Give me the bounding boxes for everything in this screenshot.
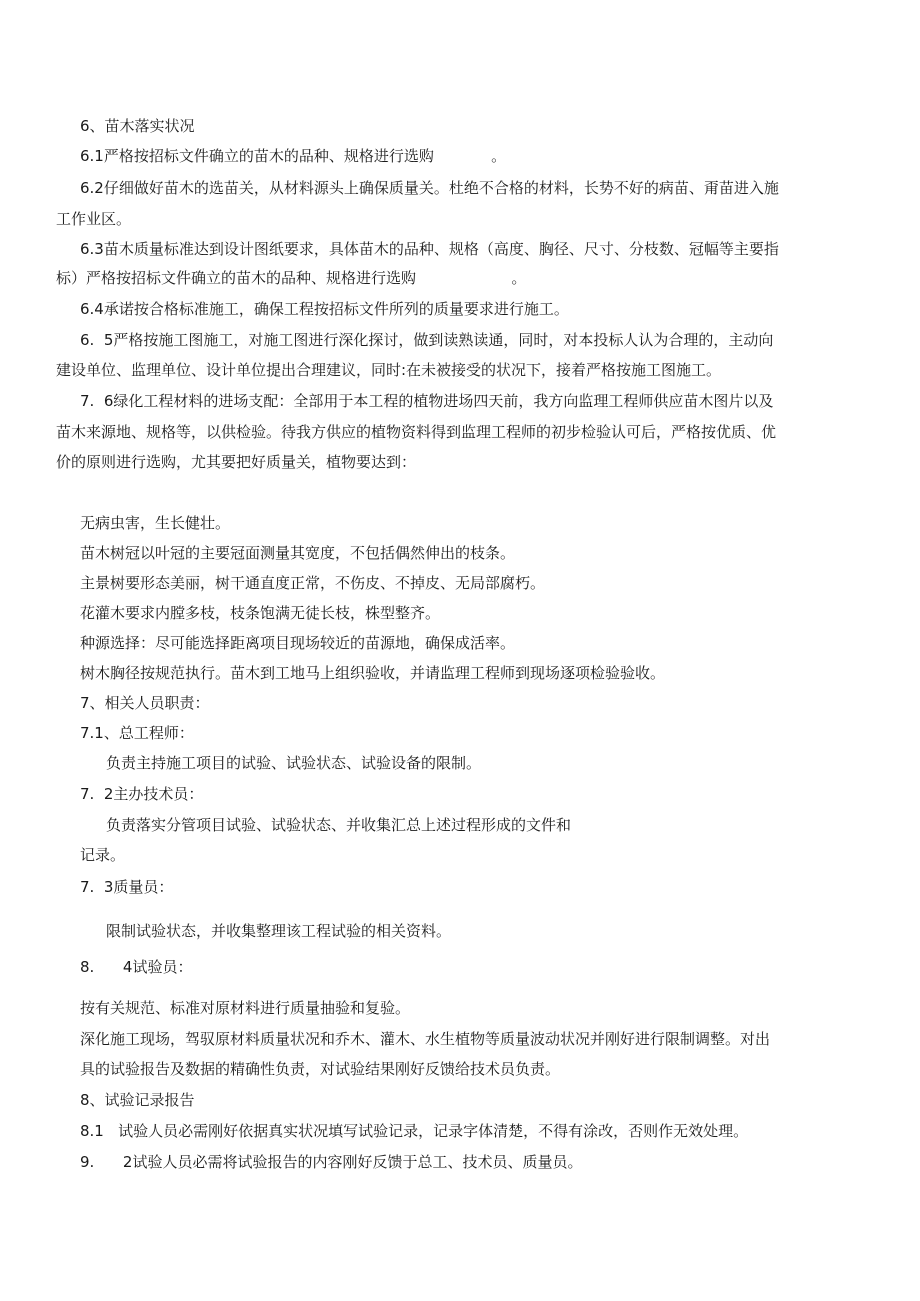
role-technician-duty-line1: 负责落实分管项目试验、试验状态、并收集汇总上述过程形成的文件和 <box>106 816 572 834</box>
role-chief-engineer-duty: 负责主持施工项目的试验、试验状态、试验设备的限制。 <box>106 754 482 772</box>
requirement-item: 苗木树冠以叶冠的主要冠面测量其宽度，不包括偶然伸出的枝条。 <box>80 544 516 562</box>
role-tester-duty-2-line2: 具的试验报告及数据的精确性负责，对试验结果刚好反馈给技术员负责。 <box>80 1060 561 1078</box>
requirement-item: 主景树要形态美丽，树干通直度正常，不伤皮、不掉皮、无局部腐朽。 <box>80 574 546 592</box>
role-technician-duty-line2: 记录。 <box>80 846 126 864</box>
role-technician-heading: 7. 2主办技术员： <box>80 785 204 803</box>
section-6-heading: 6、苗木落实状况 <box>80 117 195 135</box>
paragraph-6-5-line2: 建设单位、监理单位、设计单位提出合理建议，同时:在未被接受的状况下，接着严格按施工图施工。 <box>56 361 722 379</box>
role-tester-heading: 8. 4试验员： <box>80 958 193 976</box>
role-tester-duty-2-line1: 深化施工现场，驾驭原材料质量状况和乔木、灌木、水生植物等质量波动状况并刚好进行限制调整。对出 <box>80 1030 771 1048</box>
role-quality-duty: 限制试验状态，并收集整理该工程试验的相关资料。 <box>106 922 452 940</box>
role-quality-heading: 7. 3质量员： <box>80 878 174 896</box>
paragraph-6-3-line2: 标）严格按招标文件确立的苗木的品种、规格进行选购 。 <box>56 269 527 287</box>
requirement-item: 树木胸径按规范执行。苗木到工地马上组织验收，并请监理工程师到现场逐项检验验收。 <box>80 664 666 682</box>
paragraph-8-2: 9. 2试验人员必需将试验报告的内容刚好反馈于总工、技术员、质量员。 <box>80 1153 583 1171</box>
requirement-item: 种源选择：尽可能选择距离项目现场较近的苗源地，确保成活率。 <box>80 634 516 652</box>
paragraph-6-1: 6.1严格按招标文件确立的苗木的品种、规格进行选购 。 <box>80 147 507 165</box>
paragraph-6-6-line2: 苗木来源地、规格等，以供检验。待我方供应的植物资料得到监理工程师的初步检验认可后，严格按优质、优 <box>56 423 777 441</box>
paragraph-6-6-line3: 价的原则进行选购，尤其要把好质量关，植物要达到： <box>56 453 417 471</box>
paragraph-6-3-line1: 6.3苗木质量标准达到设计图纸要求，具体苗木的品种、规格（高度、胸径、尺寸、分枝数、冠幅等主要指 <box>80 240 779 258</box>
role-chief-engineer-heading: 7.1、总工程师： <box>80 724 194 742</box>
paragraph-6-5-line1: 6. 5严格按施工图施工，对施工图进行深化探讨，做到读熟读通，同时，对本投标人认为合理的，主动向 <box>80 331 774 349</box>
paragraph-6-2-line1: 6.2仔细做好苗木的选苗关，从材料源头上确保质量关。杜绝不合格的材料，长势不好的病苗、甭苗进入施 <box>80 179 779 197</box>
section-7-heading: 7、相关人员职责： <box>80 694 210 712</box>
paragraph-6-6-line1: 7. 6绿化工程材料的进场支配：全部用于本工程的植物进场四天前，我方向监理工程师供应苗木图片以及 <box>80 392 774 410</box>
requirement-item: 无病虫害，生长健壮。 <box>80 514 231 532</box>
requirement-item: 花灌木要求内膛多枝，枝条饱满无徒长枝，株型整齐。 <box>80 604 441 622</box>
role-tester-duty-1: 按有关规范、标准对原材料进行质量抽验和复验。 <box>80 999 411 1017</box>
paragraph-6-4: 6.4承诺按合格标准施工，确保工程按招标文件所列的质量要求进行施工。 <box>80 300 569 318</box>
section-8-heading: 8、试验记录报告 <box>80 1091 195 1109</box>
paragraph-6-2-line2: 工作业区。 <box>56 210 132 228</box>
paragraph-8-1: 8.1 试验人员必需刚好依据真实状况填写试验记录，记录字体清楚，不得有涂改，否则作无效处理。 <box>80 1122 749 1140</box>
